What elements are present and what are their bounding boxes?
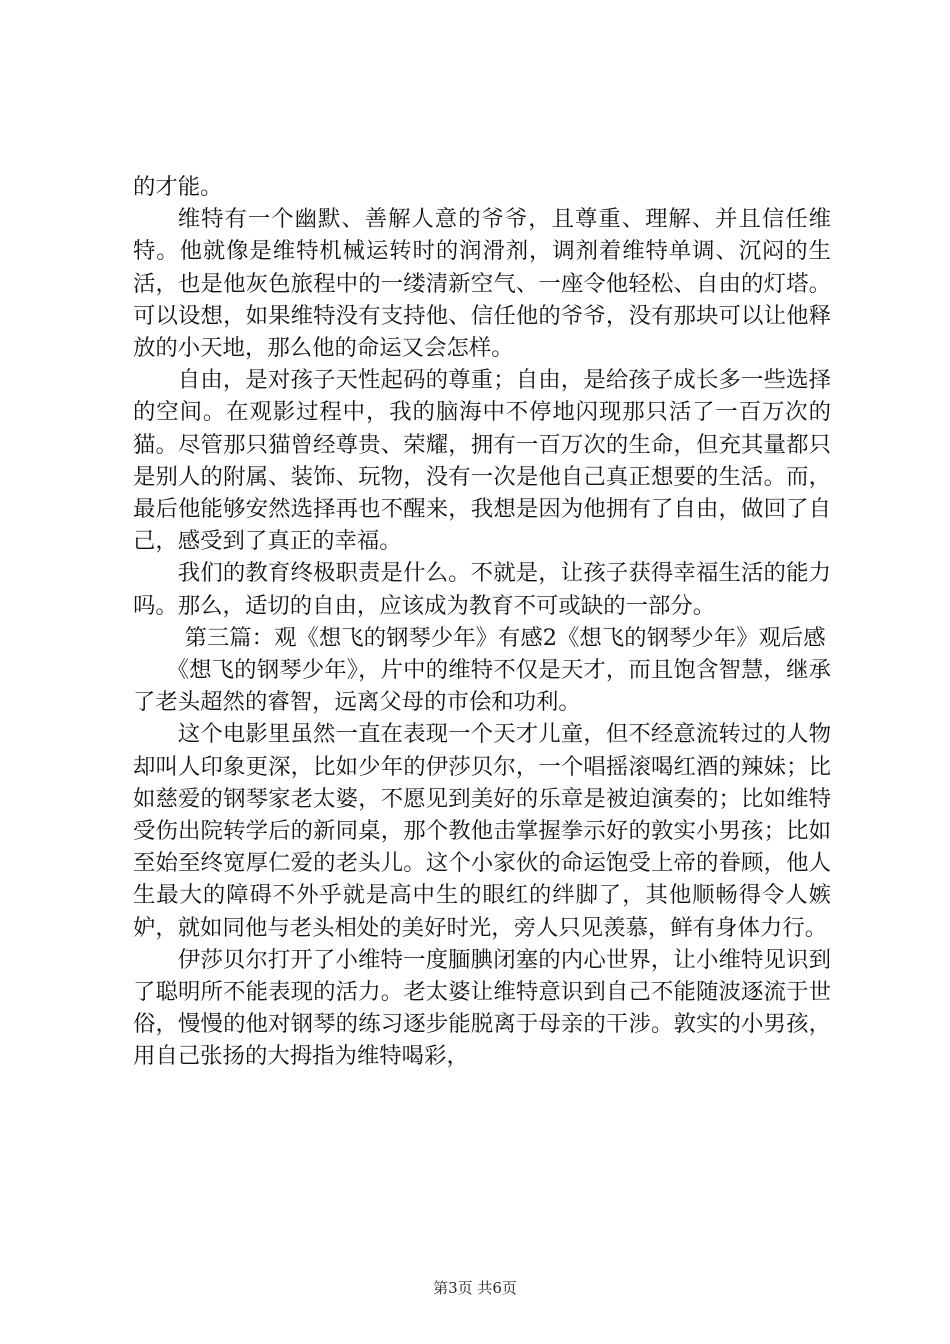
paragraph-characters: 这个电影里虽然一直在表现一个天才儿童，但不经意流转过的人物却叫人印象更深，比如少年的伊莎贝尔，一个唱摇滚喝红酒的辣妹；比如慈爱的钢琴家老太婆，不愿见到美好的乐章是被迫演奏的；比如维特受伤出院转学后的新同桌，那个教他击掌握拳示好的敦实小男孩；比如至始至终宽厚仁爱的老头儿。这个小家伙的命运饱受上帝的眷顾，他人生最大的障碍不外乎就是高中生的眼红的绊脚了，其他顺畅得令人嫉妒，就如同他与老头相处的美好时光，旁人只见羡慕，鲜有身体力行。 [133, 721, 831, 941]
paragraph-freedom: 自由，是对孩子天性起码的尊重；自由，是给孩子成长多一些选择的空间。在观影过程中，我的脑海中不停地闪现那只活了一百万次的猫。尽管那只猫曾经尊贵、荣耀，拥有一百万次的生命，但充其量都只是别人的附属、装饰、玩物，没有一次是他自己真正想要的生活。而，最后他能够安然选择再也不醒来，我想是因为他拥有了自由，做回了自己，感受到了真正的幸福。 [133, 367, 831, 555]
page-number: 第3页 共6页 [433, 1279, 517, 1297]
document-body [133, 171, 831, 1073]
paragraph-education: 我们的教育终极职责是什么。不就是，让孩子获得幸福生活的能力吗。那么，适切的自由，应该成为教育不可或缺的一部分。 [133, 560, 831, 619]
paragraph-intro: 《想飞的钢琴少年》，片中的维特不仅是天才，而且饱含智慧，继承了老头超然的睿智，远离父母的市侩和功利。 [133, 657, 831, 716]
paragraph-grandfather: 维特有一个幽默、善解人意的爷爷，且尊重、理解、并且信任维特。他就像是维特机械运转时的润滑剂，调剂着维特单调、沉闷的生活，也是他灰色旅程中的一缕清新空气、一座令他轻松、自由的灯塔。可以设想，如果维特没有支持他、信任他的爷爷，没有那块可以让他释放的小天地，那么他的命运又会怎样。 [133, 206, 831, 362]
paragraph-isabelle: 伊莎贝尔打开了小维特一度腼腆闭塞的内心世界，让小维特见识到了聪明所不能表现的活力。老太婆让维特意识到自己不能随波逐流于世俗，慢慢的他对钢琴的练习逐步能脱离于母亲的干涉。敦实的小男孩，用自己张扬的大拇指为维特喝彩， [133, 946, 831, 1070]
section-heading: 第三篇：观《想飞的钢琴少年》有感2《想飞的钢琴少年》观后感 [184, 624, 826, 651]
paragraph-continuation: 的才能。 [133, 174, 223, 200]
